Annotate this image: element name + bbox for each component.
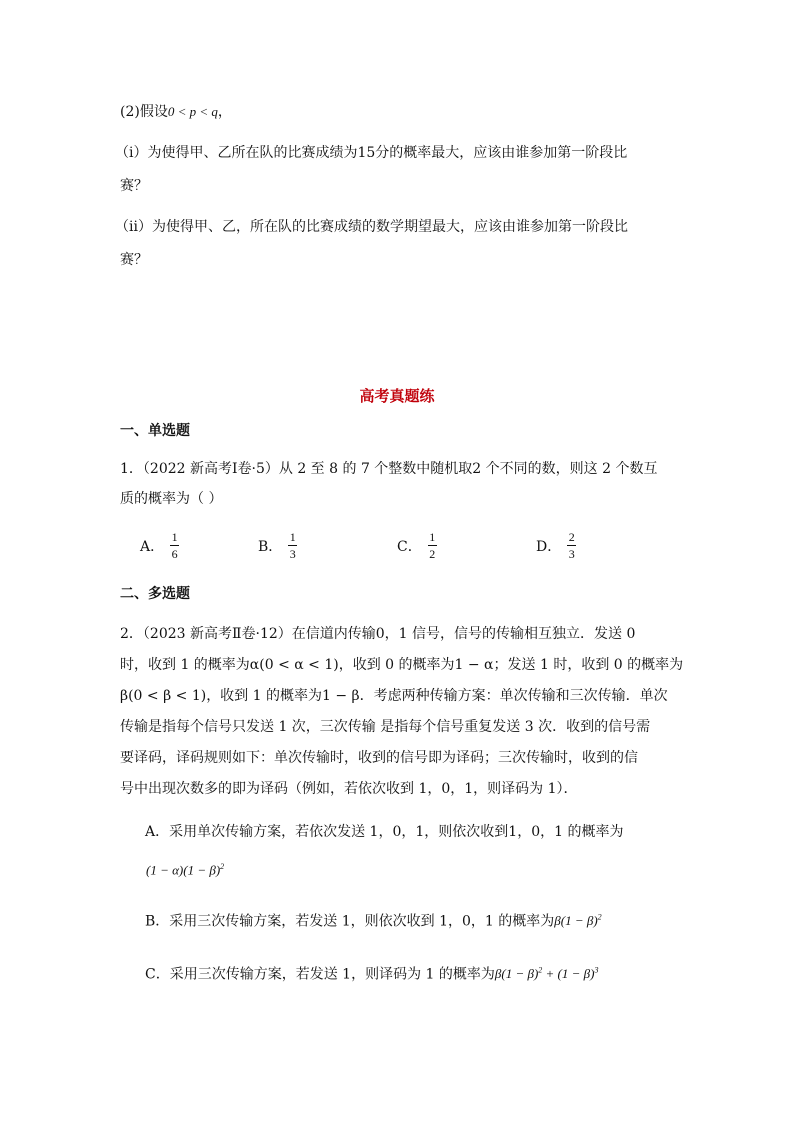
q2-line: 要译码，译码规则如下：单次传输时，收到的信号即为译码；三次传输时，收到的信 [120, 750, 638, 766]
section1-heading: 一、单选题 [120, 423, 190, 439]
option-label: A． [140, 538, 165, 555]
option-label: D． [536, 538, 562, 555]
q2-option-c-text: C．采用三次传输方案，若发送 1，则译码为 1 的概率为 [145, 966, 495, 983]
option-fraction: $\frac{1}{6}$ [171, 530, 178, 561]
q2-option-c [145, 962, 598, 983]
q2-option-b-formula: $\beta(1 - \beta)^2$ [554, 913, 602, 929]
q2-line: β(0 < β < 1)，收到 1 的概率为1 − β．考虑两种传输方案：单次传输和三次传输．单次 [120, 688, 668, 704]
q2-line: 号中出现次数多的即为译码（例如，若依次收到 1，0，1，则译码为 1）． [120, 781, 578, 797]
part2-condition: 0 < p < q [167, 104, 218, 119]
q2-option-c-formula: $\beta(1 - \beta)^2 + (1 - \beta)^3$ [494, 966, 599, 982]
section2-heading: 二、多选题 [120, 586, 190, 602]
q2-option-b-text: B．采用三次传输方案，若发送 1，则依次收到 1，0，1 的概率为 [145, 913, 555, 930]
q2-option-a-text: A．采用单次传输方案，若依次发送 1，0，1，则依次收到1，0，1 的概率为 [145, 824, 624, 840]
section-title: 高考真题练 [359, 387, 435, 405]
q1-option-d [536, 531, 576, 560]
part2-q2-line2: 赛？ [120, 252, 148, 268]
q1-option-c [397, 531, 437, 560]
part2-comma: ， [217, 104, 232, 120]
q2-line: 2．（2023 新高考Ⅱ卷·12）在信道内传输0，1 信号，信号的传输相互独立．发送 0 [120, 626, 636, 642]
q2-option-a-formula: $(1 - \alpha)(1 - \beta)^2$ [146, 862, 225, 878]
part2-q1-line2: 赛？ [120, 178, 148, 194]
q2-option-b [145, 909, 602, 930]
part2-label: (2)假设 [120, 104, 168, 120]
q1-option-b [258, 531, 297, 560]
option-fraction: $\frac{1}{3}$ [289, 530, 296, 561]
option-label: B． [258, 538, 283, 555]
part2-q2-line1: （ii）为使得甲、乙，所在队的比赛成绩的数学期望最大，应该由谁参加第一阶段比 [115, 219, 628, 235]
q2-line: 传输是指每个信号只发送 1 次，三次传输 是指每个信号重复发送 3 次．收到的信号需 [120, 719, 651, 735]
q1-line1: 1．（2022 新高考Ⅰ卷·5）从 2 至 8 的 7 个整数中随机取2 个不同的数，则这 2 个数互 [120, 461, 658, 477]
option-fraction: $\frac{1}{2}$ [429, 530, 436, 561]
part2-q1-line1: （i）为使得甲、乙所在队的比赛成绩为15分的概率最大，应该由谁参加第一阶段比 [115, 145, 628, 161]
q2-line: 时，收到 1 的概率为α(0 < α < 1)，收到 0 的概率为1 − α；发送 1 时，收到 0 的概率为 [120, 657, 684, 673]
q1-line2: 质的概率为（ ） [120, 491, 223, 507]
part2-header [120, 103, 232, 121]
option-fraction: $\frac{2}{3}$ [568, 530, 575, 561]
q1-option-a [140, 531, 179, 560]
option-label: C． [397, 538, 422, 555]
